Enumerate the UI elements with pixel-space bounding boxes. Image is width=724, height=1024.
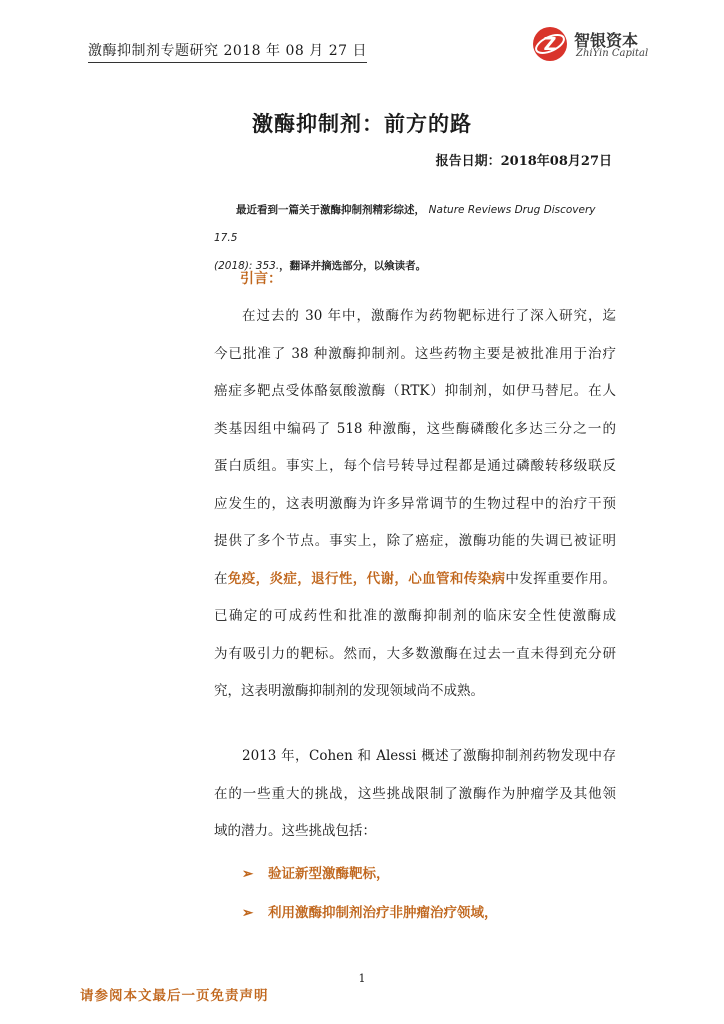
arrow-bullet-icon: ➢ <box>242 905 254 921</box>
bullet-text: 验证新型激酶靶标， <box>268 866 390 882</box>
section-heading-intro: 引言： <box>240 271 282 287</box>
paragraph-2 <box>214 746 616 859</box>
paragraph-1-line: 在过去的 30 年中，激酶作为药物靶标进行了深入研究，迄 <box>242 308 616 324</box>
logo-mark-letter: Z <box>543 34 557 55</box>
report-date: 报告日期：2018年08月27日 <box>435 154 612 169</box>
paragraph-2-line: 2013 年，Cohen 和 Alessi 概述了激酶抑制剂药物发现中存 <box>242 748 616 764</box>
intro-note-tail: ，翻译并摘选部分，以飨读者。 <box>279 260 427 272</box>
paragraph-2-line: 域的潜力。这些挑战包括： <box>214 823 376 839</box>
paragraph-1-line: 为有吸引力的靶标。然而，大多数激酶在过去一直未得到充分研 <box>214 645 616 662</box>
paragraph-1-line: 癌症多靶点受体酪氨酸激酶（RTK）抑制剂，如伊马替尼。在人 <box>214 383 616 399</box>
journal-citation: Nature Reviews Drug Discovery 17.5 <box>214 204 596 244</box>
paragraph-1-line: 类基因组中编码了 518 种激酶，这些酶磷酸化多达三分之一的 <box>214 420 616 437</box>
paragraph-1-line: 究，这表明激酶抑制剂的发现领域尚不成熟。 <box>214 683 484 699</box>
company-logo <box>532 26 662 66</box>
disease-areas-highlight: 免疫，炎症，退行性，代谢，心血管和传染病 <box>227 570 506 587</box>
journal-citation-cont: (2018): 353. <box>214 260 280 272</box>
paragraph-1-line: 提供了多个节点。事实上，除了癌症，激酶功能的失调已被证明 <box>214 533 616 549</box>
page-number: 1 <box>358 972 366 985</box>
bullet-item <box>242 862 390 882</box>
running-header: 激酶抑制剂专题研究 2018 年 08 月 27 日 <box>88 40 367 63</box>
paragraph-1-line: 蛋白质组。事实上，每个信号转导过程都是通过磷酸转移级联反 <box>214 458 616 474</box>
paragraph-1-line: 应发生的，这表明激酶为许多异常调节的生物过程中的治疗干预 <box>214 495 616 512</box>
disclaimer-note: 请参阅本文最后一页免责声明 <box>80 988 269 1004</box>
arrow-bullet-icon: ➢ <box>242 866 254 882</box>
paragraph-1-line: 在免疫，炎症，退行性，代谢，心血管和传染病中发挥重要作用。 <box>214 570 616 587</box>
paragraph-1 <box>214 306 616 719</box>
paragraph-2-line: 在的一些重大的挑战，这些挑战限制了激酶作为肿瘤学及其他领 <box>214 785 616 802</box>
logo-mark-icon <box>532 26 568 62</box>
bullet-text: 利用激酶抑制剂治疗非肿瘤治疗领域， <box>268 905 498 921</box>
document-title: 激酶抑制剂：前方的路 <box>252 111 472 136</box>
logo-name-cn: 智银资本 <box>574 31 639 50</box>
bullet-item <box>242 901 498 921</box>
logo-name-en: ZhiYin Capital <box>576 48 649 59</box>
intro-note-lead: 最近看到一篇关于激酶抑制剂精彩综述， <box>236 204 425 216</box>
paragraph-1-line: 已确定的可成药性和批准的激酶抑制剂的临床安全性使激酶成 <box>214 608 616 624</box>
paragraph-1-line: 今已批准了 38 种激酶抑制剂。这些药物主要是被批准用于治疗 <box>214 345 616 362</box>
